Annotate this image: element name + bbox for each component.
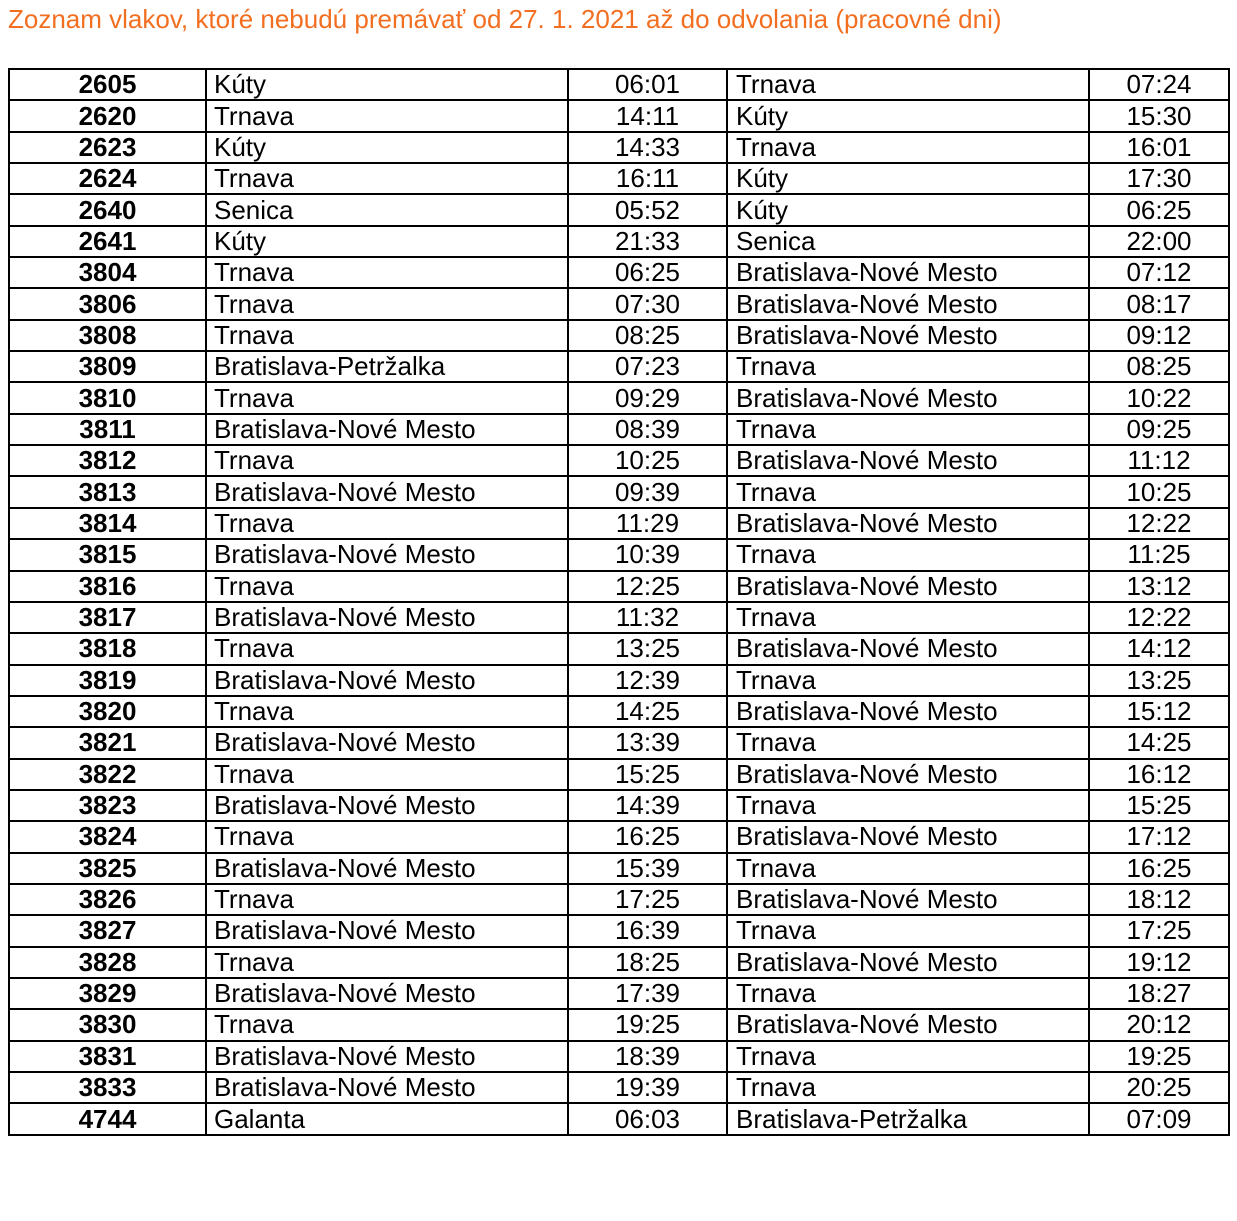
train-number-cell: 3825 (9, 853, 206, 884)
destination-station-cell: Trnava (727, 790, 1089, 821)
origin-station-cell: Senica (206, 194, 568, 225)
arrival-time-cell: 09:25 (1089, 414, 1229, 445)
origin-station-cell: Trnava (206, 884, 568, 915)
origin-station-cell: Bratislava-Nové Mesto (206, 790, 568, 821)
departure-time-cell: 11:32 (568, 602, 727, 633)
destination-station-cell: Trnava (727, 665, 1089, 696)
arrival-time-cell: 17:25 (1089, 915, 1229, 946)
table-row (9, 978, 1229, 1009)
destination-station-cell: Bratislava-Petržalka (727, 1103, 1089, 1134)
destination-station-cell: Trnava (727, 1072, 1089, 1103)
train-number-cell: 3821 (9, 727, 206, 758)
train-number-cell: 3830 (9, 1009, 206, 1040)
departure-time-cell: 06:01 (568, 69, 727, 100)
table-row (9, 1072, 1229, 1103)
train-number-cell: 3827 (9, 915, 206, 946)
departure-time-cell: 11:29 (568, 508, 727, 539)
origin-station-cell: Bratislava-Nové Mesto (206, 602, 568, 633)
departure-time-cell: 10:25 (568, 445, 727, 476)
departure-time-cell: 15:25 (568, 759, 727, 790)
destination-station-cell: Bratislava-Nové Mesto (727, 320, 1089, 351)
table-row (9, 602, 1229, 633)
arrival-time-cell: 19:25 (1089, 1041, 1229, 1072)
origin-station-cell: Bratislava-Nové Mesto (206, 1041, 568, 1072)
arrival-time-cell: 15:30 (1089, 100, 1229, 131)
table-row (9, 759, 1229, 790)
cancelled-trains-table (8, 68, 1230, 1136)
destination-station-cell: Trnava (727, 915, 1089, 946)
origin-station-cell: Bratislava-Nové Mesto (206, 978, 568, 1009)
train-number-cell: 3816 (9, 571, 206, 602)
departure-time-cell: 10:39 (568, 539, 727, 570)
table-row (9, 163, 1229, 194)
arrival-time-cell: 19:12 (1089, 947, 1229, 978)
destination-station-cell: Bratislava-Nové Mesto (727, 884, 1089, 915)
origin-station-cell: Bratislava-Nové Mesto (206, 853, 568, 884)
train-number-cell: 4744 (9, 1103, 206, 1134)
destination-station-cell: Trnava (727, 414, 1089, 445)
origin-station-cell: Trnava (206, 100, 568, 131)
origin-station-cell: Galanta (206, 1103, 568, 1134)
arrival-time-cell: 22:00 (1089, 226, 1229, 257)
origin-station-cell: Trnava (206, 320, 568, 351)
destination-station-cell: Bratislava-Nové Mesto (727, 947, 1089, 978)
table-row (9, 947, 1229, 978)
table-row (9, 1041, 1229, 1072)
arrival-time-cell: 18:12 (1089, 884, 1229, 915)
origin-station-cell: Bratislava-Nové Mesto (206, 414, 568, 445)
destination-station-cell: Kúty (727, 163, 1089, 194)
origin-station-cell: Trnava (206, 257, 568, 288)
destination-station-cell: Trnava (727, 727, 1089, 758)
destination-station-cell: Trnava (727, 351, 1089, 382)
departure-time-cell: 08:25 (568, 320, 727, 351)
train-number-cell: 3809 (9, 351, 206, 382)
arrival-time-cell: 16:12 (1089, 759, 1229, 790)
arrival-time-cell: 11:12 (1089, 445, 1229, 476)
table-row (9, 1103, 1229, 1134)
table-row (9, 414, 1229, 445)
train-number-cell: 3806 (9, 288, 206, 319)
destination-station-cell: Bratislava-Nové Mesto (727, 508, 1089, 539)
origin-station-cell: Trnava (206, 696, 568, 727)
table-row (9, 571, 1229, 602)
destination-station-cell: Trnava (727, 69, 1089, 100)
origin-station-cell: Kúty (206, 132, 568, 163)
train-number-cell: 2640 (9, 194, 206, 225)
origin-station-cell: Bratislava-Nové Mesto (206, 1072, 568, 1103)
arrival-time-cell: 15:12 (1089, 696, 1229, 727)
departure-time-cell: 14:11 (568, 100, 727, 131)
table-row (9, 1009, 1229, 1040)
departure-time-cell: 16:25 (568, 821, 727, 852)
arrival-time-cell: 17:12 (1089, 821, 1229, 852)
train-number-cell: 3815 (9, 539, 206, 570)
origin-station-cell: Kúty (206, 69, 568, 100)
train-number-cell: 3828 (9, 947, 206, 978)
departure-time-cell: 09:39 (568, 476, 727, 507)
arrival-time-cell: 15:25 (1089, 790, 1229, 821)
table-row (9, 351, 1229, 382)
destination-station-cell: Trnava (727, 1041, 1089, 1072)
departure-time-cell: 17:25 (568, 884, 727, 915)
table-row (9, 727, 1229, 758)
table-row (9, 476, 1229, 507)
table-row (9, 508, 1229, 539)
page-title: Zoznam vlakov, ktoré nebudú premávať od 27. 1. 2021 až do odvolania (pracovné dni) (8, 4, 1002, 34)
table-row (9, 257, 1229, 288)
departure-time-cell: 09:29 (568, 382, 727, 413)
train-number-cell: 2641 (9, 226, 206, 257)
table-row (9, 288, 1229, 319)
arrival-time-cell: 08:17 (1089, 288, 1229, 319)
departure-time-cell: 07:23 (568, 351, 727, 382)
table-row (9, 445, 1229, 476)
departure-time-cell: 13:25 (568, 633, 727, 664)
train-number-cell: 2624 (9, 163, 206, 194)
train-number-cell: 3818 (9, 633, 206, 664)
table-row (9, 884, 1229, 915)
train-number-cell: 3820 (9, 696, 206, 727)
origin-station-cell: Trnava (206, 163, 568, 194)
destination-station-cell: Trnava (727, 539, 1089, 570)
destination-station-cell: Trnava (727, 476, 1089, 507)
departure-time-cell: 06:25 (568, 257, 727, 288)
departure-time-cell: 17:39 (568, 978, 727, 1009)
arrival-time-cell: 14:12 (1089, 633, 1229, 664)
train-number-cell: 3824 (9, 821, 206, 852)
arrival-time-cell: 09:12 (1089, 320, 1229, 351)
origin-station-cell: Trnava (206, 571, 568, 602)
table-row (9, 696, 1229, 727)
departure-time-cell: 18:25 (568, 947, 727, 978)
train-number-cell: 3829 (9, 978, 206, 1009)
train-number-cell: 3833 (9, 1072, 206, 1103)
origin-station-cell: Bratislava-Nové Mesto (206, 539, 568, 570)
train-number-cell: 3819 (9, 665, 206, 696)
arrival-time-cell: 16:01 (1089, 132, 1229, 163)
origin-station-cell: Trnava (206, 1009, 568, 1040)
departure-time-cell: 16:39 (568, 915, 727, 946)
departure-time-cell: 05:52 (568, 194, 727, 225)
destination-station-cell: Kúty (727, 194, 1089, 225)
table-row (9, 69, 1229, 100)
departure-time-cell: 14:25 (568, 696, 727, 727)
destination-station-cell: Senica (727, 226, 1089, 257)
origin-station-cell: Trnava (206, 445, 568, 476)
destination-station-cell: Trnava (727, 132, 1089, 163)
destination-station-cell: Bratislava-Nové Mesto (727, 288, 1089, 319)
train-number-cell: 3812 (9, 445, 206, 476)
destination-station-cell: Bratislava-Nové Mesto (727, 821, 1089, 852)
table-body (9, 69, 1229, 1135)
table-row (9, 194, 1229, 225)
departure-time-cell: 07:30 (568, 288, 727, 319)
departure-time-cell: 14:39 (568, 790, 727, 821)
arrival-time-cell: 06:25 (1089, 194, 1229, 225)
train-number-cell: 2623 (9, 132, 206, 163)
arrival-time-cell: 16:25 (1089, 853, 1229, 884)
departure-time-cell: 21:33 (568, 226, 727, 257)
origin-station-cell: Trnava (206, 821, 568, 852)
table-row (9, 821, 1229, 852)
table-row (9, 320, 1229, 351)
train-number-cell: 3814 (9, 508, 206, 539)
origin-station-cell: Trnava (206, 947, 568, 978)
arrival-time-cell: 20:12 (1089, 1009, 1229, 1040)
origin-station-cell: Trnava (206, 508, 568, 539)
train-number-cell: 3831 (9, 1041, 206, 1072)
departure-time-cell: 12:39 (568, 665, 727, 696)
origin-station-cell: Trnava (206, 288, 568, 319)
origin-station-cell: Bratislava-Nové Mesto (206, 727, 568, 758)
train-number-cell: 3822 (9, 759, 206, 790)
departure-time-cell: 15:39 (568, 853, 727, 884)
table-row (9, 665, 1229, 696)
destination-station-cell: Kúty (727, 100, 1089, 131)
arrival-time-cell: 11:25 (1089, 539, 1229, 570)
origin-station-cell: Bratislava-Nové Mesto (206, 915, 568, 946)
destination-station-cell: Trnava (727, 602, 1089, 633)
train-number-cell: 3826 (9, 884, 206, 915)
train-number-cell: 3817 (9, 602, 206, 633)
table-row (9, 100, 1229, 131)
arrival-time-cell: 10:22 (1089, 382, 1229, 413)
origin-station-cell: Bratislava-Nové Mesto (206, 665, 568, 696)
destination-station-cell: Bratislava-Nové Mesto (727, 759, 1089, 790)
train-number-cell: 3813 (9, 476, 206, 507)
train-number-cell: 2605 (9, 69, 206, 100)
arrival-time-cell: 10:25 (1089, 476, 1229, 507)
departure-time-cell: 14:33 (568, 132, 727, 163)
origin-station-cell: Trnava (206, 633, 568, 664)
table-row (9, 226, 1229, 257)
departure-time-cell: 18:39 (568, 1041, 727, 1072)
table-row (9, 853, 1229, 884)
origin-station-cell: Kúty (206, 226, 568, 257)
train-number-cell: 3810 (9, 382, 206, 413)
train-number-cell: 3811 (9, 414, 206, 445)
destination-station-cell: Bratislava-Nové Mesto (727, 1009, 1089, 1040)
departure-time-cell: 19:39 (568, 1072, 727, 1103)
arrival-time-cell: 07:12 (1089, 257, 1229, 288)
origin-station-cell: Trnava (206, 382, 568, 413)
departure-time-cell: 13:39 (568, 727, 727, 758)
destination-station-cell: Bratislava-Nové Mesto (727, 633, 1089, 664)
departure-time-cell: 06:03 (568, 1103, 727, 1134)
table-row (9, 382, 1229, 413)
arrival-time-cell: 18:27 (1089, 978, 1229, 1009)
destination-station-cell: Bratislava-Nové Mesto (727, 571, 1089, 602)
train-number-cell: 3823 (9, 790, 206, 821)
departure-time-cell: 19:25 (568, 1009, 727, 1040)
departure-time-cell: 16:11 (568, 163, 727, 194)
table-row (9, 633, 1229, 664)
arrival-time-cell: 13:25 (1089, 665, 1229, 696)
destination-station-cell: Bratislava-Nové Mesto (727, 257, 1089, 288)
table-row (9, 915, 1229, 946)
arrival-time-cell: 12:22 (1089, 508, 1229, 539)
arrival-time-cell: 13:12 (1089, 571, 1229, 602)
table-row (9, 132, 1229, 163)
destination-station-cell: Bratislava-Nové Mesto (727, 382, 1089, 413)
origin-station-cell: Bratislava-Nové Mesto (206, 476, 568, 507)
train-number-cell: 3804 (9, 257, 206, 288)
table-row (9, 539, 1229, 570)
destination-station-cell: Bratislava-Nové Mesto (727, 445, 1089, 476)
train-number-cell: 3808 (9, 320, 206, 351)
origin-station-cell: Trnava (206, 759, 568, 790)
arrival-time-cell: 14:25 (1089, 727, 1229, 758)
train-number-cell: 2620 (9, 100, 206, 131)
departure-time-cell: 08:39 (568, 414, 727, 445)
arrival-time-cell: 08:25 (1089, 351, 1229, 382)
arrival-time-cell: 20:25 (1089, 1072, 1229, 1103)
arrival-time-cell: 07:24 (1089, 69, 1229, 100)
arrival-time-cell: 17:30 (1089, 163, 1229, 194)
destination-station-cell: Trnava (727, 978, 1089, 1009)
destination-station-cell: Bratislava-Nové Mesto (727, 696, 1089, 727)
arrival-time-cell: 12:22 (1089, 602, 1229, 633)
departure-time-cell: 12:25 (568, 571, 727, 602)
table-row (9, 790, 1229, 821)
arrival-time-cell: 07:09 (1089, 1103, 1229, 1134)
destination-station-cell: Trnava (727, 853, 1089, 884)
origin-station-cell: Bratislava-Petržalka (206, 351, 568, 382)
